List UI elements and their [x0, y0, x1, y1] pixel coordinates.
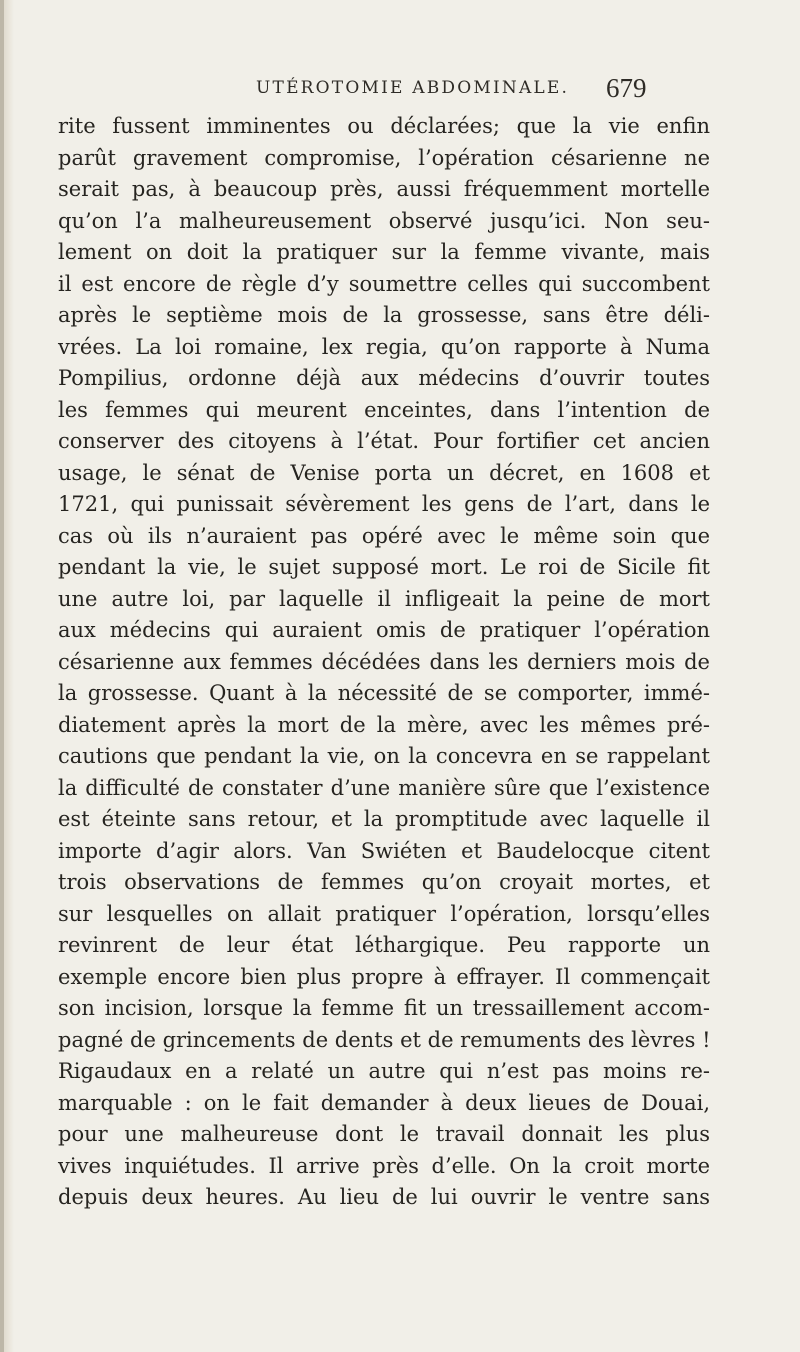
text-line: son incision, lorsque la femme fit un tressaillement accom-	[58, 996, 710, 1020]
text-line: césarienne aux femmes décédées dans les derniers mois de	[58, 649, 710, 674]
text-line: la grossesse. Quant à la nécessité de se comporter, immé-	[58, 681, 710, 705]
text-line: Rigaudaux en a relaté un autre qui n’est pas moins re-	[58, 1059, 710, 1083]
text-line: aux médecins qui auraient omis de pratiquer l’opération	[58, 618, 710, 642]
text-line: les femmes qui meurent enceintes, dans l’intention de	[58, 397, 710, 422]
text-line: est éteinte sans retour, et la promptitude avec laquelle il	[58, 807, 710, 831]
text-line: serait pas, à beaucoup près, aussi fréquemment mortelle	[58, 177, 710, 201]
text-line: la difficulté de constater d’une manière sûre que l’existence	[58, 775, 710, 800]
text-line: diatement après la mort de la mère, avec les mêmes pré-	[58, 712, 710, 737]
text-line: lement on doit la pratiquer sur la femme vivante, mais	[58, 240, 710, 264]
text-line: conserver des citoyens à l’état. Pour fortifier cet ancien	[58, 429, 710, 453]
text-line: revinrent de leur état léthargique. Peu rapporte un	[58, 933, 710, 957]
running-title: UTÉROTOMIE ABDOMINALE.	[256, 78, 570, 98]
gutter-shadow	[0, 0, 4, 1352]
text-line: pour une malheureuse dont le travail donnait les plus	[58, 1122, 710, 1146]
text-line: vrées. La loi romaine, lex regia, qu’on rapporte à Numa	[58, 334, 710, 359]
text-line: exemple encore bien plus propre à effrayer. Il commençait	[58, 964, 710, 989]
text-line: pagné de grincements de dents et de remuments des lèvres !	[58, 1027, 711, 1052]
text-line: usage, le sénat de Venise porta un décret, en 1608 et	[58, 460, 710, 485]
text-line: cas où ils n’auraient pas opéré avec le même soin que	[58, 523, 710, 548]
text-line: une autre loi, par laquelle il infligeait la peine de mort	[58, 586, 710, 611]
text-line: il est encore de règle d’y soumettre celles qui succombent	[58, 271, 710, 296]
running-head	[0, 75, 800, 115]
text-line: sur lesquelles on allait pratiquer l’opération, lorsqu’elles	[58, 901, 710, 926]
text-line: 1721, qui punissait sévèrement les gens de l’art, dans le	[58, 492, 710, 516]
text-line: rite fussent imminentes ou déclarées; que la vie enfin	[58, 114, 710, 138]
page-number: 679	[606, 73, 647, 103]
text-line: vives inquiétudes. Il arrive près d’elle. On la croit morte	[58, 1153, 710, 1178]
text-line: parût gravement compromise, l’opération césarienne ne	[58, 145, 710, 170]
text-line: cautions que pendant la vie, on la concevra en se rappelant	[58, 744, 710, 768]
text-line: qu’on l’a malheureusement observé jusqu’ici. Non seu-	[58, 208, 710, 233]
text-line: pendant la vie, le sujet supposé mort. Le roi de Sicile fit	[58, 555, 710, 579]
text-line: marquable : on le fait demander à deux lieues de Douai,	[58, 1090, 710, 1115]
text-line: depuis deux heures. Au lieu de lui ouvrir le ventre sans	[58, 1185, 710, 1209]
text-line: importe d’agir alors. Van Swiéten et Baudelocque citent	[58, 838, 710, 863]
body-text	[58, 111, 710, 1214]
text-line: après le septième mois de la grossesse, sans être déli-	[58, 303, 710, 327]
text-line: Pompilius, ordonne déjà aux médecins d’ouvrir toutes	[58, 366, 710, 390]
text-line: trois observations de femmes qu’on croyait mortes, et	[58, 870, 710, 894]
